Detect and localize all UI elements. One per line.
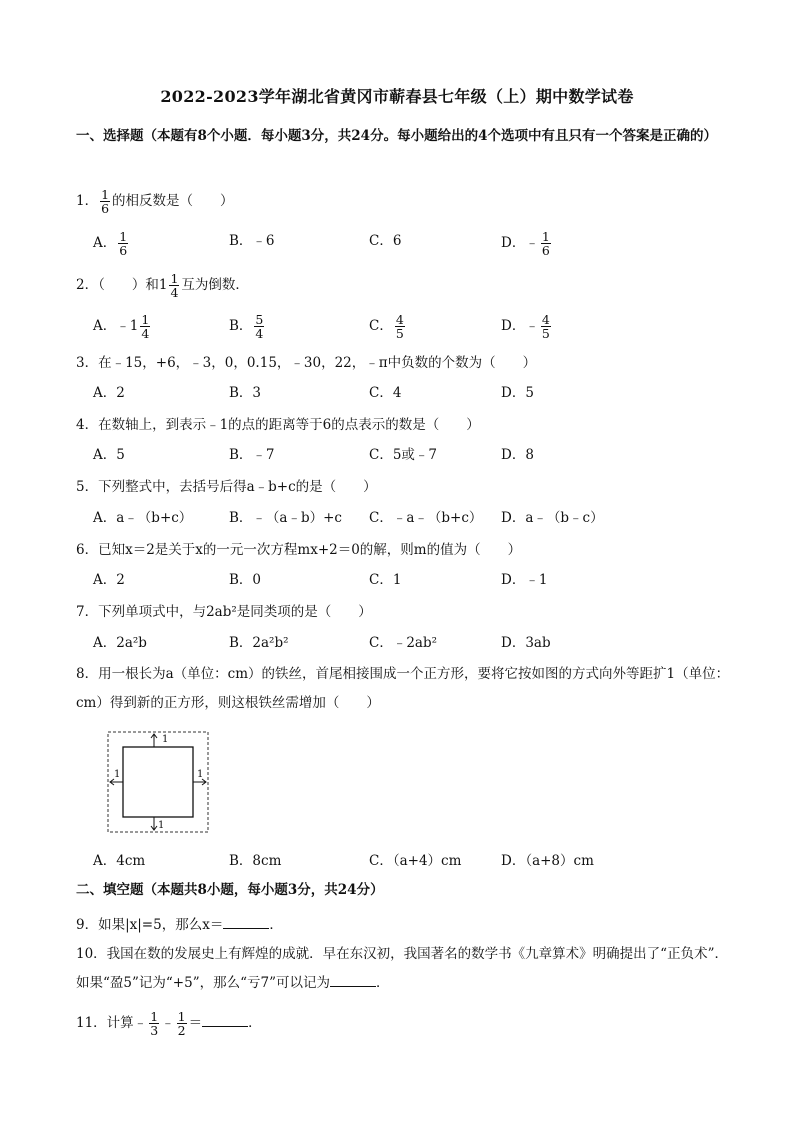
options-q5 [93,507,713,533]
answer-blank [330,974,376,987]
question-11: 11．计算﹣ $\frac{1}{3}$ ﹣ $\frac{1}{2}$ ＝ ． [76,1009,262,1038]
options-q7 [93,632,713,658]
question-4: 4．在数轴上，到表示﹣1的点的距离等于6的点表示的数是（ ） [76,417,480,433]
option-a: A． $\frac{1}{6}$ [93,229,128,258]
inner-square [123,747,193,817]
arrow-down [151,817,157,830]
question-1 [76,188,736,215]
option-c: C．5或﹣7 [369,447,438,463]
arrows [110,734,206,830]
fraction: $\frac{1}{6}$ [101,187,110,216]
fraction: $\frac{1}{2}$ [177,1009,186,1038]
option-b: B．﹣7 [229,447,275,463]
option-d: D．8 [501,447,534,463]
option-a: A．5 [93,447,125,463]
question-5: 5．下列整式中，去括号后得a﹣b+c的是（ ） [76,479,377,495]
option-c: C．6 [369,233,402,249]
option-b: B．0 [229,572,262,588]
option-c: C．1 [369,572,402,588]
label-right: 1 [197,769,204,780]
options-q4 [93,444,713,470]
option-b: B．﹣6 [229,233,275,249]
option-b: B．3 [229,385,262,401]
option-d: D．5 [501,385,534,401]
option-b: B．﹣（a﹣b）+c [229,510,342,526]
option-a: A．a﹣（b+c） [93,510,193,526]
option-a: A．2a²b [93,635,147,651]
options-q6 [93,569,713,595]
option-a: A．4cm [93,853,146,869]
option-b: B．2a²b² [229,635,289,651]
option-c: C．﹣a﹣（b+c） [369,510,483,526]
question-text: 的相反数是（ ） [112,193,234,209]
option-a: A．﹣1 $\frac{1}{4}$ [93,312,150,341]
option-b: B． $\frac{5}{4}$ [229,312,264,341]
options-q3 [93,382,713,408]
option-d: D．﹣ $\frac{1}{6}$ [501,229,550,258]
option-d: D．a﹣（b﹣c） [501,510,604,526]
option-a: A．2 [93,385,125,401]
question-2: 2．（ ）和1 $\frac{1}{4}$ 互为倒数． [76,271,249,300]
question-6: 6．已知x＝2是关于x的一元一次方程mx+2＝0的解，则m的值为（ ） [76,542,522,558]
arrow-up [151,734,157,747]
option-d: D．﹣ $\frac{4}{5}$ [501,312,550,341]
question-3: 3．在﹣15，+6，﹣3，0，0.15，﹣30，22，﹣π中负数的个数为（ ） [76,355,537,371]
options-q8 [93,850,713,876]
option-c: C．﹣2ab² [369,635,438,651]
label-top: 1 [162,734,169,745]
square-expansion-figure [107,731,209,833]
options-q1 [93,230,713,256]
option-c: C． $\frac{4}{5}$ [369,312,404,341]
section-heading-choice: 一、选择题（本题有8个小题．每小题3分，共24分。每小题给出的4个选项中有且只有一个答案是正确的） [76,128,717,144]
question-7: 7．下列单项式中，与2ab²是同类项的是（ ） [76,604,372,620]
question-8: 8．用一根长为a（单位：cm）的铁丝，首尾相接围成一个正方形，要将它按如图的方式向外等距扩1（单位：cm）得到新的正方形，则这根铁丝需增加（ ） [76,666,730,711]
section-heading-fill: 二、填空题（本题共8小题，每小题3分，共24分） [76,882,384,898]
label-left: 1 [114,769,121,780]
option-d: D．3ab [501,635,551,651]
label-bottom: 1 [158,820,165,831]
question-number: 1． [76,193,99,209]
answer-blank [202,1014,248,1027]
option-d: D．﹣1 [501,572,548,588]
page-title: 2022-2023学年湖北省黄冈市蕲春县七年级（上）期中数学试卷 [160,87,634,106]
option-a: A．2 [93,572,125,588]
question-9: 9．如果|x|=5，那么x＝ ． [76,917,283,933]
option-d: D．（a+8）cm [501,853,594,869]
option-c: C．（a+4）cm [369,853,462,869]
question-10: 10．我国在数的发展史上有辉煌的成就．早在东汉初，我国著名的数学书《九章算术》明确提出了“正负术”．如果“盈5”记为“+5”，那么“亏7”可以记为 ． [76,946,728,991]
answer-blank [223,916,269,929]
option-c: C．4 [369,385,402,401]
options-q2 [93,313,713,339]
fraction: $\frac{1}{3}$ [150,1009,159,1038]
option-b: B．8cm [229,853,282,869]
fraction: $\frac{1}{4}$ [170,271,179,300]
